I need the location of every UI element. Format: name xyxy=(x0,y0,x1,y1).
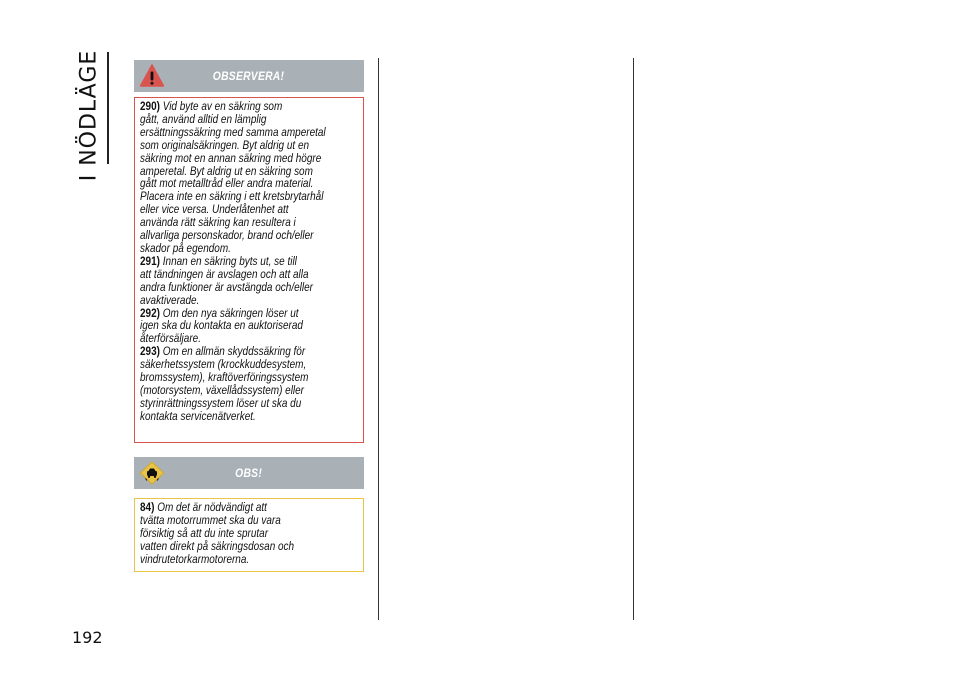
item-number: 290) xyxy=(140,100,160,113)
item-text: gått, använd alltid en lämplig xyxy=(140,112,267,126)
warning-text xyxy=(140,101,357,424)
item-text: Om den nya säkringen löser ut xyxy=(162,306,299,320)
warning-box xyxy=(134,97,364,443)
item-text: igen ska du kontakta en auktoriserad xyxy=(140,319,303,333)
item-text: vindrutetorkarmotorerna. xyxy=(140,552,250,566)
item-text: styrinrättningssystem löser ut ska du xyxy=(140,396,302,410)
page-number: 192 xyxy=(72,628,103,647)
item-text: skador på egendom. xyxy=(140,241,231,255)
item-text: återförsäljare. xyxy=(140,332,201,346)
item-number: 292) xyxy=(140,306,160,320)
item-text: Om en allmän skyddssäkring för xyxy=(162,345,306,359)
warning-banner xyxy=(134,60,364,92)
item-text: amperetal. Byt aldrig ut en säkring som xyxy=(140,164,313,178)
item-text: vatten direkt på säkringsdosan och xyxy=(140,539,295,553)
item-number: 291) xyxy=(140,254,160,268)
item-text: (motorsystem, växellådssystem) eller xyxy=(140,383,305,397)
item-text: bromssystem), kraftöverföringssystem xyxy=(140,371,309,385)
chapter-rule xyxy=(107,52,109,164)
item-number: 293) xyxy=(140,345,160,359)
column-divider-1 xyxy=(378,58,379,620)
item-text: Vid byte av en säkring som xyxy=(162,100,283,113)
car-note-icon xyxy=(139,460,165,486)
chapter-title-text: I NÖDLÄGE xyxy=(76,49,102,181)
item-text: ersättningssäkring med samma amperetal xyxy=(140,125,326,139)
item-text: andra funktioner är avstängda och/eller xyxy=(140,280,313,294)
note-text xyxy=(140,502,357,567)
item-text: att tändningen är avslagen och att alla xyxy=(140,267,309,281)
item-text: gått mot metalltråd eller andra material. xyxy=(140,177,314,191)
item-text: säkerhetssystem (krockkuddesystem, xyxy=(140,358,307,372)
item-text: kontakta servicenätverket. xyxy=(140,409,256,423)
item-text: som originalsäkringen. Byt aldrig ut en xyxy=(140,138,310,152)
warning-triangle-icon xyxy=(139,63,165,89)
column-divider-2 xyxy=(633,58,634,620)
note-banner xyxy=(134,457,364,489)
note-box xyxy=(134,498,364,572)
chapter-title xyxy=(66,49,112,181)
item-number: 84) xyxy=(140,501,155,514)
warning-heading: OBSERVERA! xyxy=(213,69,285,83)
item-text: Innan en säkring byts ut, se till xyxy=(162,254,297,268)
item-line xyxy=(140,411,357,424)
item-text: allvarliga personskador, brand och/eller xyxy=(140,229,314,243)
item-text: säkring mot en annan säkring med högre xyxy=(140,151,322,165)
item-text: tvätta motorrummet ska du vara xyxy=(140,513,281,527)
item-text: Placera inte en säkring i ett kretsbrytarhål xyxy=(140,190,324,204)
item-text: avaktiverade. xyxy=(140,293,200,307)
item-text: eller vice versa. Underlåtenhet att xyxy=(140,203,289,217)
item-line xyxy=(140,554,357,567)
item-text: Om det är nödvändigt att xyxy=(157,501,267,514)
item-text: försiktig så att du inte sprutar xyxy=(140,526,269,540)
item-text: använda rätt säkring kan resultera i xyxy=(140,216,296,230)
note-heading: OBS! xyxy=(235,466,263,480)
